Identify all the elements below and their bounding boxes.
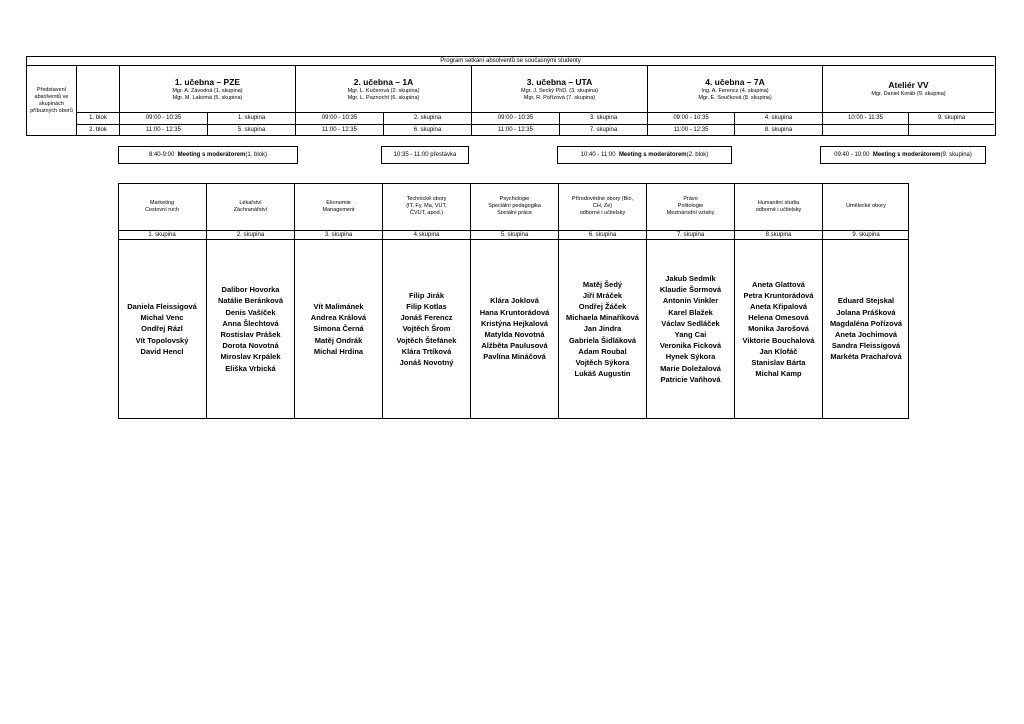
member-name: Denis Vašíček	[225, 307, 276, 317]
member-name: Eduard Stejskal	[837, 296, 895, 306]
group-column	[206, 183, 294, 419]
member-name: Klára Joklová	[490, 296, 539, 306]
member-name: David Hencl	[140, 346, 184, 356]
block2-group-room4: 8. skupina	[734, 124, 822, 135]
group-field	[207, 183, 294, 230]
room-name: 2. učebna – 1A	[353, 76, 414, 87]
member-name: Anna Šlechtová	[222, 318, 279, 328]
member-name: Pavlína Mináčová	[483, 352, 546, 362]
schedule-title: Program setkání absolventů se současnými studenty	[27, 57, 994, 66]
member-name: Adam Roubal	[578, 346, 627, 356]
group-field-line: Cestovní ruch	[145, 206, 179, 213]
group-field	[823, 183, 909, 230]
room-name: 4. učebna – 7A	[705, 76, 765, 87]
group-label: 5. skupina	[471, 230, 558, 240]
member-name: Petra Kruntorádová	[743, 290, 814, 300]
group-label: 1. skupina	[118, 230, 206, 240]
room-header-5	[822, 66, 994, 112]
group-field-line: Humanitní studia	[757, 199, 800, 206]
block2-group-room5	[908, 124, 994, 135]
member-name: Yang Cai	[674, 330, 707, 339]
group-field-line: Psychologie	[499, 196, 530, 202]
member-name: Monika Jarošová	[748, 324, 809, 334]
group-field	[295, 183, 382, 230]
member-name: Viktorie Bouchalová	[742, 335, 815, 345]
group-field-line: ČVUT, apod.)	[409, 210, 443, 216]
group-column	[470, 183, 558, 419]
group-field-line: Marketing	[149, 199, 175, 206]
schedule-left-label: Představení absolventů ve skupinách příbuzných oborů	[30, 86, 73, 114]
note-bold: Meeting s moderátorem	[177, 151, 246, 158]
room-teacher: Mgr. L. Paznocht (6. skupina)	[347, 94, 420, 101]
member-name: Daniela Fleissigová	[127, 301, 197, 311]
block2-time-room5	[822, 124, 908, 135]
block1-group-room5: 9. skupina	[908, 112, 994, 124]
note-suffix: (2. blok)	[686, 151, 709, 158]
member-name: Simona Černá	[313, 324, 364, 334]
member-name: Vít Malimánek	[313, 301, 364, 311]
group-field	[383, 183, 470, 230]
member-name: Veronika Ficková	[659, 341, 722, 351]
room-name: 3. učebna – UTA	[526, 76, 593, 87]
group-column	[294, 183, 382, 419]
member-name: Klaudie Šormová	[659, 285, 722, 295]
note-bold: Meeting s moderátorem	[872, 151, 941, 158]
group-column	[558, 183, 646, 419]
block1-group-room2: 2. skupina	[383, 112, 471, 124]
room-header-2	[295, 66, 471, 112]
group-field-line: Lékařství	[239, 199, 262, 206]
member-name: Filip Kotlas	[406, 301, 447, 311]
block1-group-room3: 3. skupina	[559, 112, 647, 124]
moderator-note-3	[820, 146, 986, 164]
note-bold: Meeting s moderátorem	[618, 151, 687, 158]
group-label: 9. skupina	[823, 230, 909, 240]
member-name: Aneta Glattová	[752, 279, 805, 289]
member-name: Ondřej Rázl	[141, 324, 183, 334]
note-time: 8:40-9:00	[148, 151, 175, 158]
group-field-line: Ekonomie	[326, 199, 351, 206]
member-name: Natálie Beránková	[217, 296, 284, 306]
member-name: Markéta Prachařová	[830, 352, 902, 362]
group-field-line: Umělecké obory	[846, 203, 886, 209]
member-name: Matěj Šedý	[582, 279, 623, 289]
member-name: Filip Jirák	[408, 290, 444, 300]
member-name: Václav Sedláček	[661, 318, 720, 328]
block2-time-room4: 11:00 - 12:35	[647, 124, 734, 135]
group-members	[295, 240, 382, 418]
group-members	[383, 240, 470, 418]
moderator-note-2	[557, 146, 732, 164]
member-name: Rostislav Prášek	[220, 330, 281, 339]
group-members	[207, 240, 294, 418]
member-name: Matěj Ondrák	[314, 335, 363, 345]
block2-group-room1: 5. skupina	[207, 124, 295, 135]
group-field-line: CH, Ze)	[592, 203, 613, 209]
member-name: Vojtěch Šrom	[402, 324, 451, 334]
member-name: Karel Blažek	[668, 307, 713, 317]
block2-group-room3: 7. skupina	[559, 124, 647, 135]
member-name: Jonáš Novotný	[399, 358, 454, 367]
group-field	[647, 183, 734, 230]
room-teacher: Mgr. A. Závodná (1. skupina)	[172, 87, 243, 94]
member-name: Alžběta Paulusová	[481, 341, 548, 351]
break-note	[381, 146, 469, 164]
member-name: Michal Hrdina	[313, 346, 364, 356]
moderator-note-1	[118, 146, 298, 164]
group-field	[471, 183, 558, 230]
block1-time-room4: 09:00 - 10:35	[647, 112, 734, 124]
room-teacher: Mgr. R. Pořízová (7. skupina)	[523, 94, 596, 101]
group-members	[118, 240, 206, 418]
member-name: Eliška Vrbická	[225, 363, 276, 373]
group-field-line: Technické obory	[406, 196, 447, 202]
schedule-table	[26, 56, 996, 136]
group-field	[559, 183, 646, 230]
member-name: Michal Venc	[140, 313, 184, 323]
room-teacher: Mgr. J. Secký PhD. (3. skupina)	[520, 87, 599, 94]
group-field-line: Mezinárodní vztahy	[666, 210, 715, 216]
group-column	[822, 183, 909, 419]
group-field-line: odborné i učitelsky	[579, 210, 626, 216]
member-name: Vojtěch Štefánek	[396, 335, 457, 345]
member-name: Aneta Jochimová	[834, 330, 898, 339]
group-column	[734, 183, 822, 419]
member-name: Helena Omesová	[748, 313, 809, 323]
member-name: Dalibor Hovorka	[221, 285, 280, 295]
member-name: Hana Kruntorádová	[479, 307, 550, 317]
group-members	[471, 240, 558, 418]
block1-time-room2: 09:00 - 10:35	[295, 112, 383, 124]
note-time: 10:40 - 11:00	[580, 151, 616, 158]
member-name: Jiří Mráček	[582, 290, 623, 300]
room-teacher: Mgr. L. Kučerová (2. skupina)	[347, 87, 420, 94]
group-field-line: Právo	[683, 196, 698, 202]
block1-group-room4: 4. skupina	[734, 112, 822, 124]
group-column	[646, 183, 734, 419]
member-name: Dorota Novotná	[222, 341, 279, 351]
block1-time-room3: 09:00 - 10:35	[471, 112, 559, 124]
member-name: Sandra Fleissigová	[831, 341, 901, 351]
group-field-line: Záchranářství	[233, 206, 268, 213]
room-teacher: Mgr. M. Lakomá (5. skupina)	[172, 94, 243, 101]
room-header-1	[119, 66, 295, 112]
room-name: Ateliér VV	[888, 80, 929, 90]
member-name: Stanislav Bárta	[751, 358, 806, 367]
note-suffix: (9. skupina)	[940, 151, 972, 158]
group-label: 7. skupina	[647, 230, 734, 240]
room-header-4	[647, 66, 822, 112]
block1-time-room1: 09:00 - 10:35	[119, 112, 207, 124]
group-field	[118, 183, 206, 230]
group-column	[382, 183, 470, 419]
member-name: Matylda Novotná	[484, 330, 545, 339]
note-time: 10:35 - 11:00 přestávka	[393, 151, 457, 158]
member-name: Jan Jindra	[583, 324, 622, 334]
block2-time-room1: 11:00 - 12:35	[119, 124, 207, 135]
member-name: Hynek Sýkora	[665, 352, 716, 362]
note-time: 09:40 - 10:00	[834, 151, 870, 158]
group-members	[735, 240, 822, 418]
member-name: Michal Kamp	[755, 369, 802, 379]
member-name: Lukáš Augustin	[574, 369, 631, 379]
member-name: Jolana Prášková	[836, 307, 896, 317]
group-field-line: Politologie	[677, 203, 704, 209]
member-name: Ondřej Žáček	[578, 301, 627, 311]
block1-time-room5: 10:00 - 11:35	[822, 112, 908, 124]
group-label: 8.skupina	[735, 230, 822, 240]
group-field-line: Speciální pedagogika	[488, 203, 541, 209]
member-name: Vojtěch Sýkora	[575, 358, 630, 367]
block2-time-room2: 11:00 - 12:35	[295, 124, 383, 135]
group-members	[559, 240, 646, 418]
note-suffix: (1. blok)	[245, 151, 268, 158]
member-name: Jonáš Ferencz	[400, 313, 453, 323]
member-name: Miroslav Krpálek	[220, 352, 281, 362]
block1-group-room1: 1. skupina	[207, 112, 295, 124]
member-name: Aneta Křipalová	[749, 301, 808, 311]
room-teacher: Mgr. E. Součková (8. skupina)	[698, 94, 772, 101]
group-field-line: Management	[322, 206, 355, 213]
member-name: Vít Topolovský	[135, 335, 189, 345]
member-name: Antonín Vinkler	[662, 296, 719, 306]
room-header-3	[471, 66, 647, 112]
group-members	[647, 240, 734, 418]
member-name: Gabriela Šidláková	[568, 335, 637, 345]
member-name: Klára Trtíková	[401, 346, 452, 356]
room-teacher: Mgr. Daniel Koráb (9. skupina)	[871, 91, 946, 97]
room-name: 1. učebna – PZE	[174, 76, 241, 87]
group-field	[735, 183, 822, 230]
block2-group-room2: 6. skupina	[383, 124, 471, 135]
group-label: 3. skupina	[295, 230, 382, 240]
group-field-line: Přírodovědné obory (Bio,	[571, 196, 634, 202]
group-label: 4.skupina	[383, 230, 470, 240]
block-label-1: 1. blok	[76, 112, 119, 124]
group-column	[118, 183, 206, 419]
member-name: Magdaléna Pořízová	[829, 318, 903, 328]
block2-time-room3: 11:00 - 12:35	[471, 124, 559, 135]
group-label: 2. skupina	[207, 230, 294, 240]
member-name: Jan Klofáč	[759, 346, 798, 356]
group-field-line: (IT, Fy, Ma, VUT,	[406, 203, 447, 209]
group-field-line: Sociální práce	[497, 210, 532, 216]
block-label-2: 2. blok	[76, 124, 119, 135]
room-teacher: Ing. A. Ferencz (4. skupina)	[701, 87, 769, 94]
member-name: Patricie Vaňhová	[660, 374, 721, 384]
member-name: Kristýna Hejkalová	[480, 318, 549, 328]
group-field-line: odborné i učitelsky	[755, 206, 802, 213]
member-name: Marie Doležalová	[660, 363, 721, 373]
member-name: Andrea Králová	[310, 313, 367, 323]
group-members	[823, 240, 909, 418]
member-name: Michaela Minaříková	[566, 313, 639, 323]
group-label: 6. skupina	[559, 230, 646, 240]
member-name: Jakub Sedmík	[665, 273, 716, 283]
